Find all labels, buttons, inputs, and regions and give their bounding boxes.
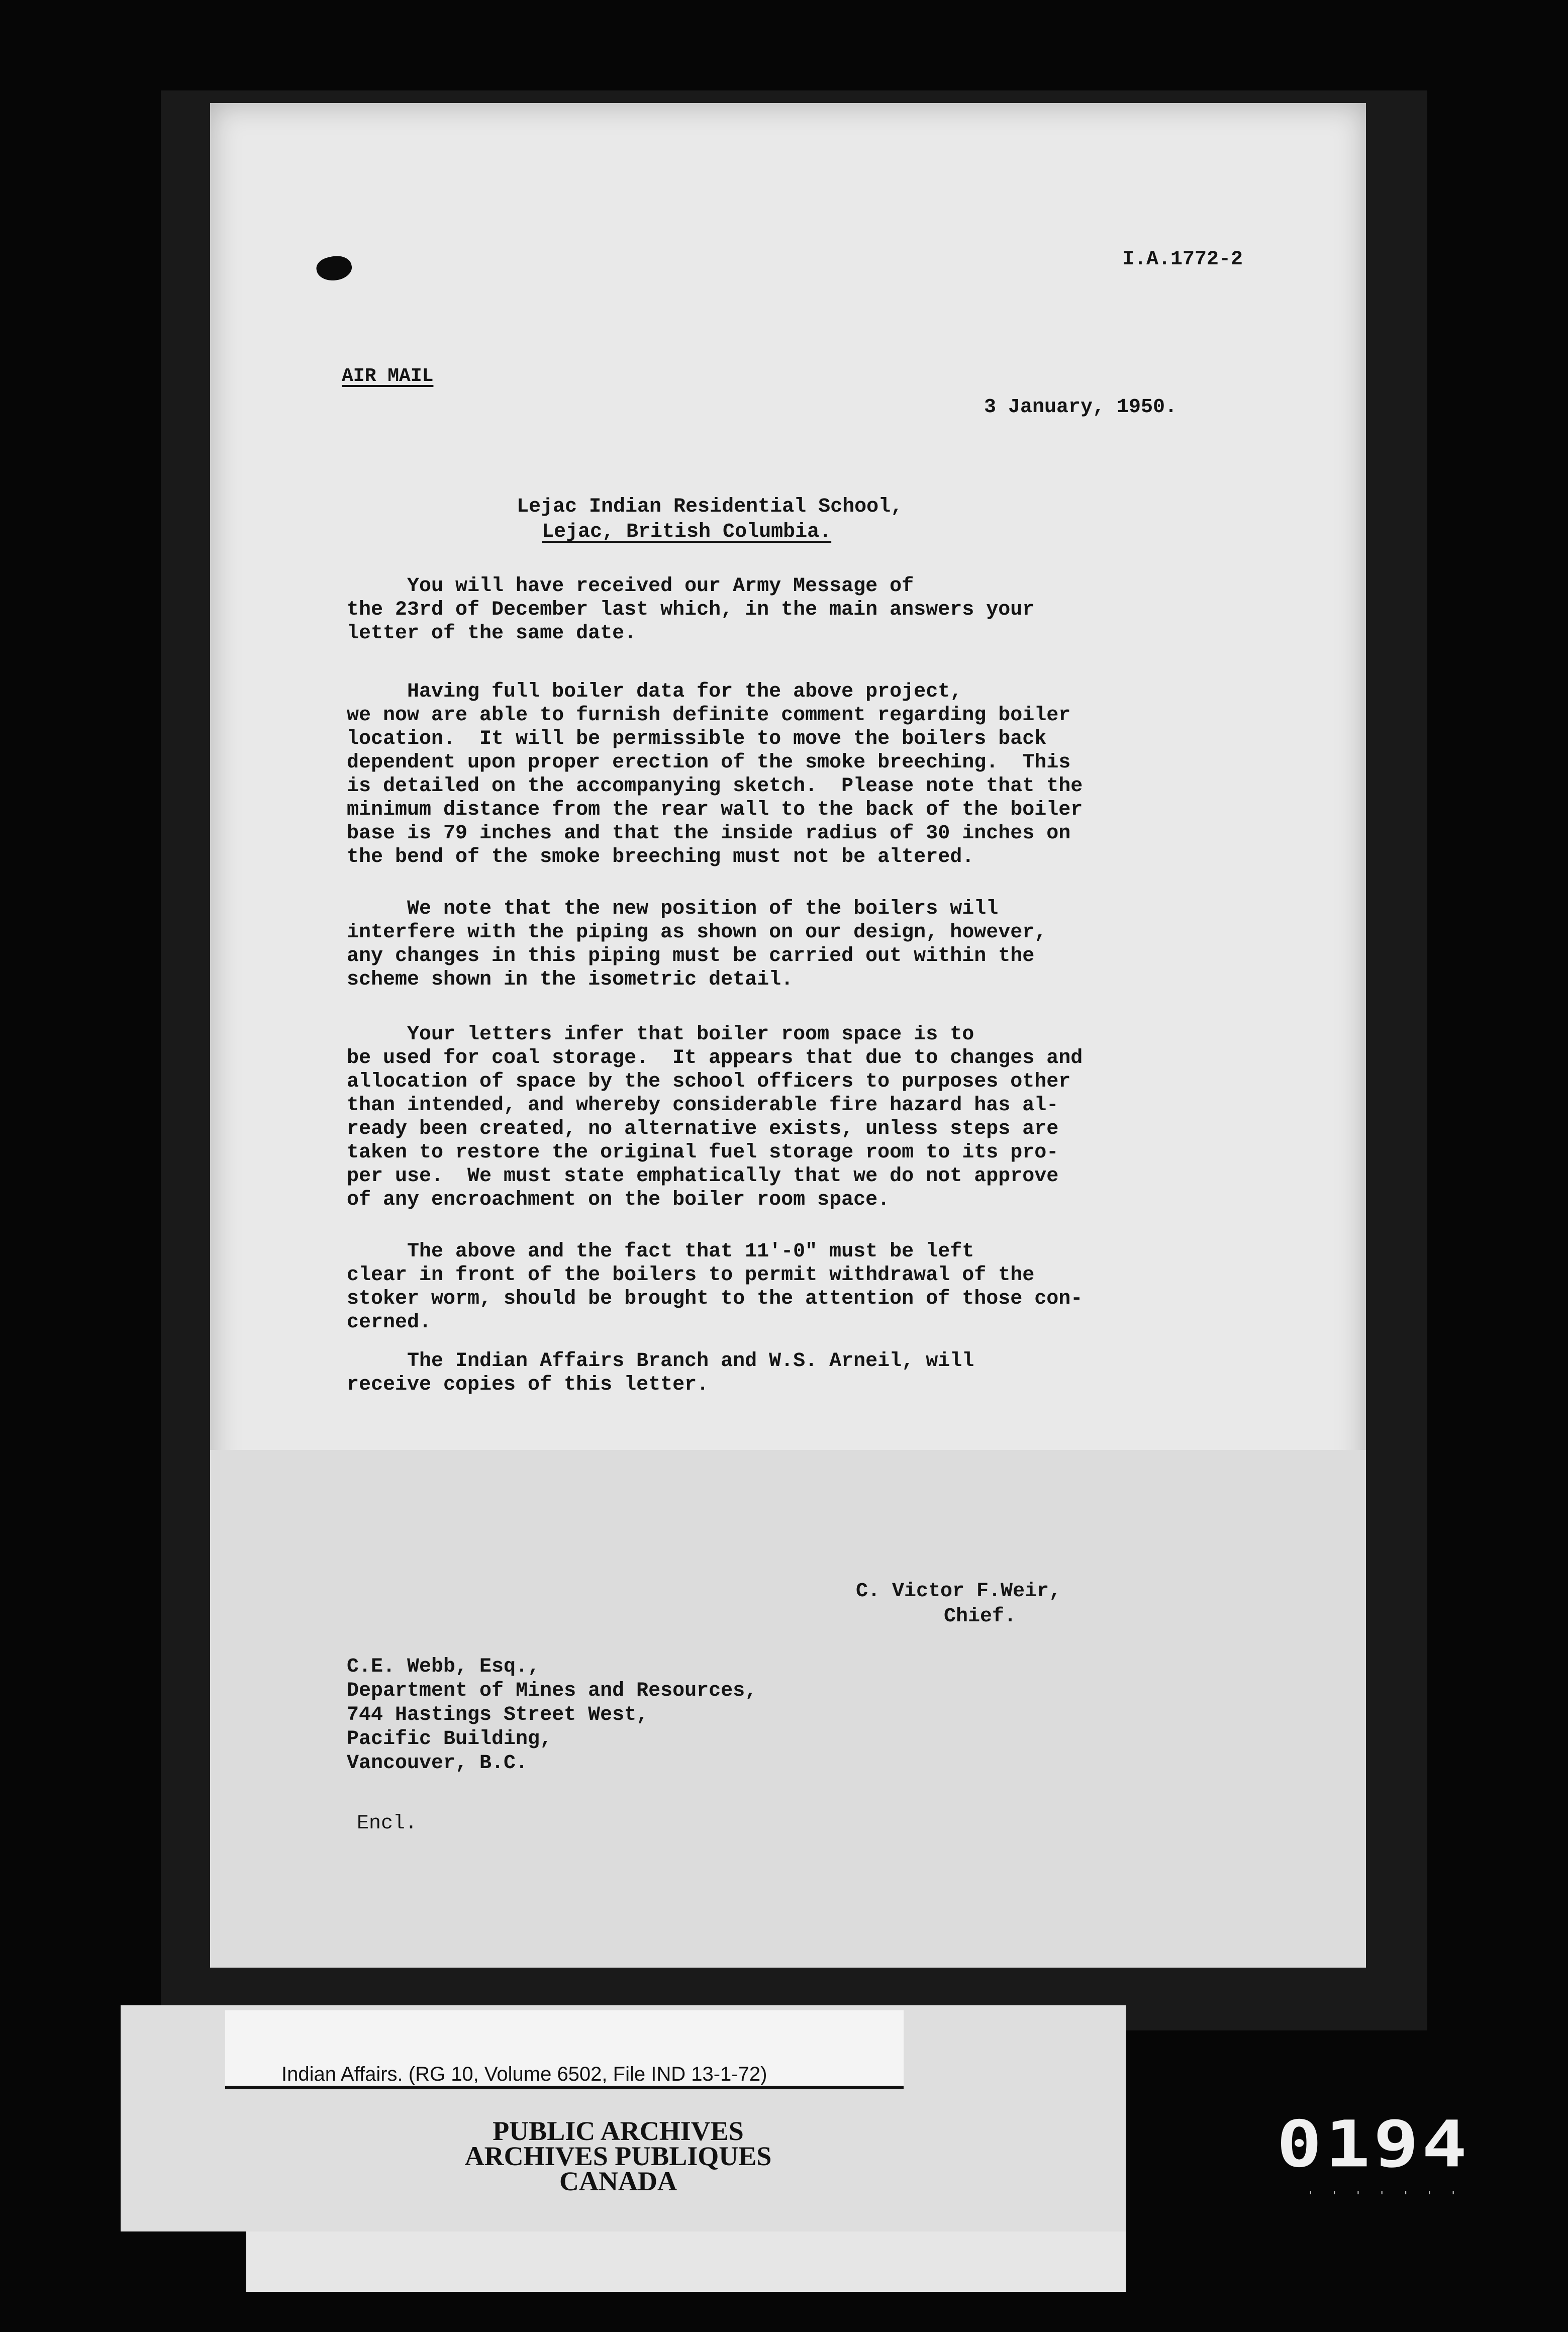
addressee-location: Lejac, British Columbia. bbox=[542, 521, 832, 543]
recipient-department: Department of Mines and Resources, bbox=[347, 1680, 757, 1702]
letter-date: 3 January, 1950. bbox=[984, 396, 1178, 419]
paragraph-clearance: The above and the fact that 11'-0" must be left clear in front of the boilers to permit withdrawal of the stoker worm, should be brought to the attention of those con- cerned. bbox=[347, 1240, 1083, 1334]
paragraph-coal-storage: Your letters infer that boiler room space is to be used for coal storage. It appears that due to changes and allocation of space by the school officers to purposes other than intended, and whereby considerable fire hazard has al- ready been created, no alternative exists, unless steps are taken to restore the original fuel storage room to its pro- per use. We must state emphatically that we do not approve of any encroachment on the boiler room space. bbox=[347, 1023, 1083, 1211]
signature-name: C. Victor F.Weir, bbox=[856, 1580, 1061, 1603]
air-mail-notation: AIR MAIL bbox=[342, 365, 434, 387]
archive-reference: Indian Affairs. (RG 10, Volume 6502, File IND 13-1-72) bbox=[281, 2063, 767, 2085]
public-archives-stamp bbox=[422, 2118, 814, 2194]
label-bottom-strip bbox=[246, 2231, 1126, 2292]
microfilm-frame-number: 0194 bbox=[1277, 2107, 1471, 2182]
paragraph-copies: The Indian Affairs Branch and W.S. Arneil, will receive copies of this letter. bbox=[347, 1350, 974, 1396]
recipient-building: Pacific Building, bbox=[347, 1728, 552, 1751]
paragraph-boiler-data: Having full boiler data for the above project, we now are able to furnish definite comment regarding boiler location. It will be permissible to move the boilers back dependent upon proper erection of the smoke breeching. This is detailed on the accompanying sketch. Please note that the minimum distance from the rear wall to the back of the boiler base is 79 inches and that the inside radius of 30 inches on the bend of the smoke breeching must not be altered. bbox=[347, 681, 1083, 868]
stamp-line-country: CANADA bbox=[559, 2166, 677, 2196]
paragraph-army-message: You will have received our Army Message of the 23rd of December last which, in the main answers your letter of the same date. bbox=[347, 575, 1035, 645]
signature-title: Chief. bbox=[944, 1605, 1017, 1628]
enclosure-note: Encl. bbox=[357, 1812, 418, 1835]
file-reference: I.A.1772-2 bbox=[1122, 248, 1243, 271]
punch-hole-mark bbox=[315, 253, 354, 284]
frame-counter-ticks: ' ' ' ' ' ' ' bbox=[1307, 2189, 1461, 2204]
letter-page bbox=[210, 103, 1366, 1968]
recipient-name: C.E. Webb, Esq., bbox=[347, 1656, 540, 1678]
stamp-line-english: PUBLIC ARCHIVES bbox=[493, 2116, 744, 2146]
paragraph-piping: We note that the new position of the boilers will interfere with the piping as shown on our design, however, any changes in this piping must be carried out within the scheme shown in the isometric detail. bbox=[347, 898, 1047, 991]
stamp-line-french: ARCHIVES PUBLIQUES bbox=[464, 2141, 772, 2171]
recipient-city: Vancouver, B.C. bbox=[347, 1752, 528, 1775]
addressee-school: Lejac Indian Residential School, bbox=[517, 496, 903, 518]
recipient-street: 744 Hastings Street West, bbox=[347, 1704, 649, 1726]
